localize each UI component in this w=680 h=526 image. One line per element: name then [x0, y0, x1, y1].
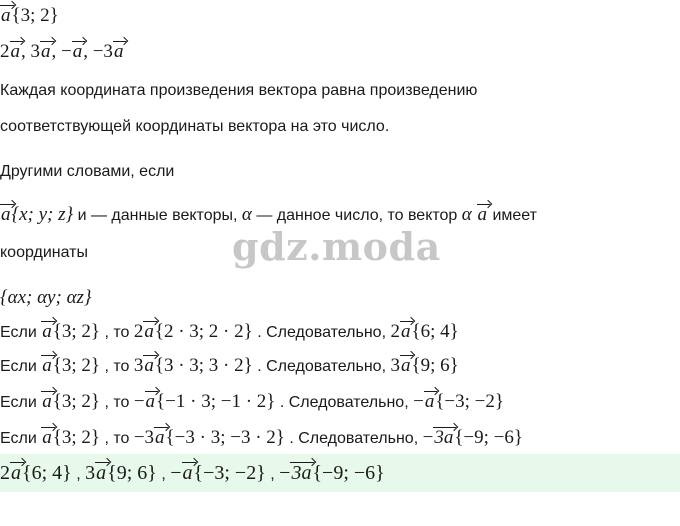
vector-a: a [42, 427, 52, 448]
example-calc: {−3 · 3; −3 · 2} [165, 427, 285, 448]
coef-minus: , − [51, 41, 72, 62]
vector-a: a [182, 462, 193, 484]
answer-line [0, 461, 385, 487]
task-vectors [0, 40, 124, 64]
example-coef2: 2 [390, 321, 400, 342]
example-coef: − [133, 391, 145, 412]
example-so: . Следовательно, [252, 358, 391, 375]
vector-a: a [42, 355, 52, 376]
example-result: {9; 6} [411, 355, 459, 376]
vector-a: a [72, 41, 83, 62]
answer-result-3: {−3; −2} [193, 462, 266, 484]
example-calc: {2 · 3; 2 · 2} [154, 321, 253, 342]
example-row-1 [0, 320, 459, 345]
coords-word: координаты [0, 244, 88, 261]
answer-coef-1: 2 [0, 462, 10, 484]
vector-a: a [144, 321, 154, 342]
vector-a: a [113, 41, 124, 62]
def-text-2: — данное число, то вектор [251, 207, 462, 224]
example-result: {6; 4} [411, 321, 459, 342]
vector-a: a [42, 391, 52, 412]
given-vector [0, 4, 59, 28]
example-to: , то [100, 324, 134, 341]
def-coords: {x; y; z} [11, 204, 74, 225]
vector-3a: 3a [291, 462, 312, 484]
answer-result-4: {−9; −6} [312, 462, 385, 484]
alpha-symbol: α [461, 204, 472, 225]
vector-a: a [96, 462, 107, 484]
example-if: Если [0, 430, 42, 447]
example-coef2: − [413, 391, 424, 412]
answer-coef-3: − [170, 462, 182, 484]
example-given: {3; 2} [52, 355, 100, 376]
example-to: , то [100, 394, 134, 411]
rule-line-2: соответствующей координаты вектора на это число. [0, 118, 390, 135]
vector-a: a [477, 204, 488, 225]
given-coords: {3; 2} [11, 5, 59, 26]
vector-a: a [424, 391, 435, 412]
def-text-3: имеет [488, 207, 537, 224]
watermark: gdz.moda [232, 224, 441, 269]
vector-a: a [1, 5, 11, 26]
vector-a: a [10, 41, 20, 62]
example-if: Если [0, 324, 42, 341]
vector-a: a [144, 355, 154, 376]
coef-2: 2 [0, 41, 10, 62]
other-words: Другими словами, если [0, 163, 175, 180]
example-row-4 [0, 426, 523, 451]
vector-a: a [11, 462, 21, 484]
def-text-1: и — данные векторы, [73, 207, 242, 224]
vector-a: a [1, 204, 11, 225]
example-calc: {3 · 3; 3 · 2} [154, 355, 253, 376]
example-given: {3; 2} [52, 391, 100, 412]
example-to: , то [100, 430, 134, 447]
coef-minus3: , −3 [83, 41, 113, 62]
example-given: {3; 2} [52, 427, 100, 448]
vector-a: a [400, 321, 411, 342]
example-if: Если [0, 394, 42, 411]
answer-result-1: {6; 4} [22, 462, 72, 484]
example-coef: −3 [133, 427, 155, 448]
vector-a: a [42, 321, 52, 342]
answer-coef-2: 3 [85, 462, 96, 484]
alpha-symbol: α [241, 204, 252, 225]
example-given: {3; 2} [52, 321, 100, 342]
vector-3a: 3a [434, 427, 454, 448]
answer-sep: , [265, 466, 280, 483]
answer-result-2: {9; 6} [107, 462, 157, 484]
rule-line-1: Каждая координата произведения вектора равна произведению [0, 82, 478, 99]
coords-formula: {αx; αy; αz} [0, 287, 92, 308]
example-row-3 [0, 390, 504, 415]
example-result: {−3; −2} [435, 391, 505, 412]
example-to: , то [100, 358, 134, 375]
vector-a: a [145, 391, 156, 412]
example-coef2: 3 [390, 355, 400, 376]
coef-3: , 3 [21, 41, 40, 62]
example-result: {−9; −6} [454, 427, 524, 448]
answer-coef-4: − [279, 462, 291, 484]
example-calc: {−1 · 3; −1 · 2} [156, 391, 276, 412]
vector-a: a [400, 355, 411, 376]
example-row-2 [0, 354, 459, 379]
example-so: . Следовательно, [284, 430, 423, 447]
example-if: Если [0, 358, 42, 375]
example-coef: 2 [133, 321, 144, 342]
vector-a: a [155, 427, 165, 448]
vector-a: a [41, 41, 51, 62]
example-coef: 3 [133, 355, 144, 376]
example-so: . Следовательно, [275, 394, 414, 411]
example-so: . Следовательно, [252, 324, 391, 341]
answer-sep: , [156, 466, 171, 483]
answer-sep: , [71, 466, 86, 483]
example-coef2: − [422, 427, 434, 448]
